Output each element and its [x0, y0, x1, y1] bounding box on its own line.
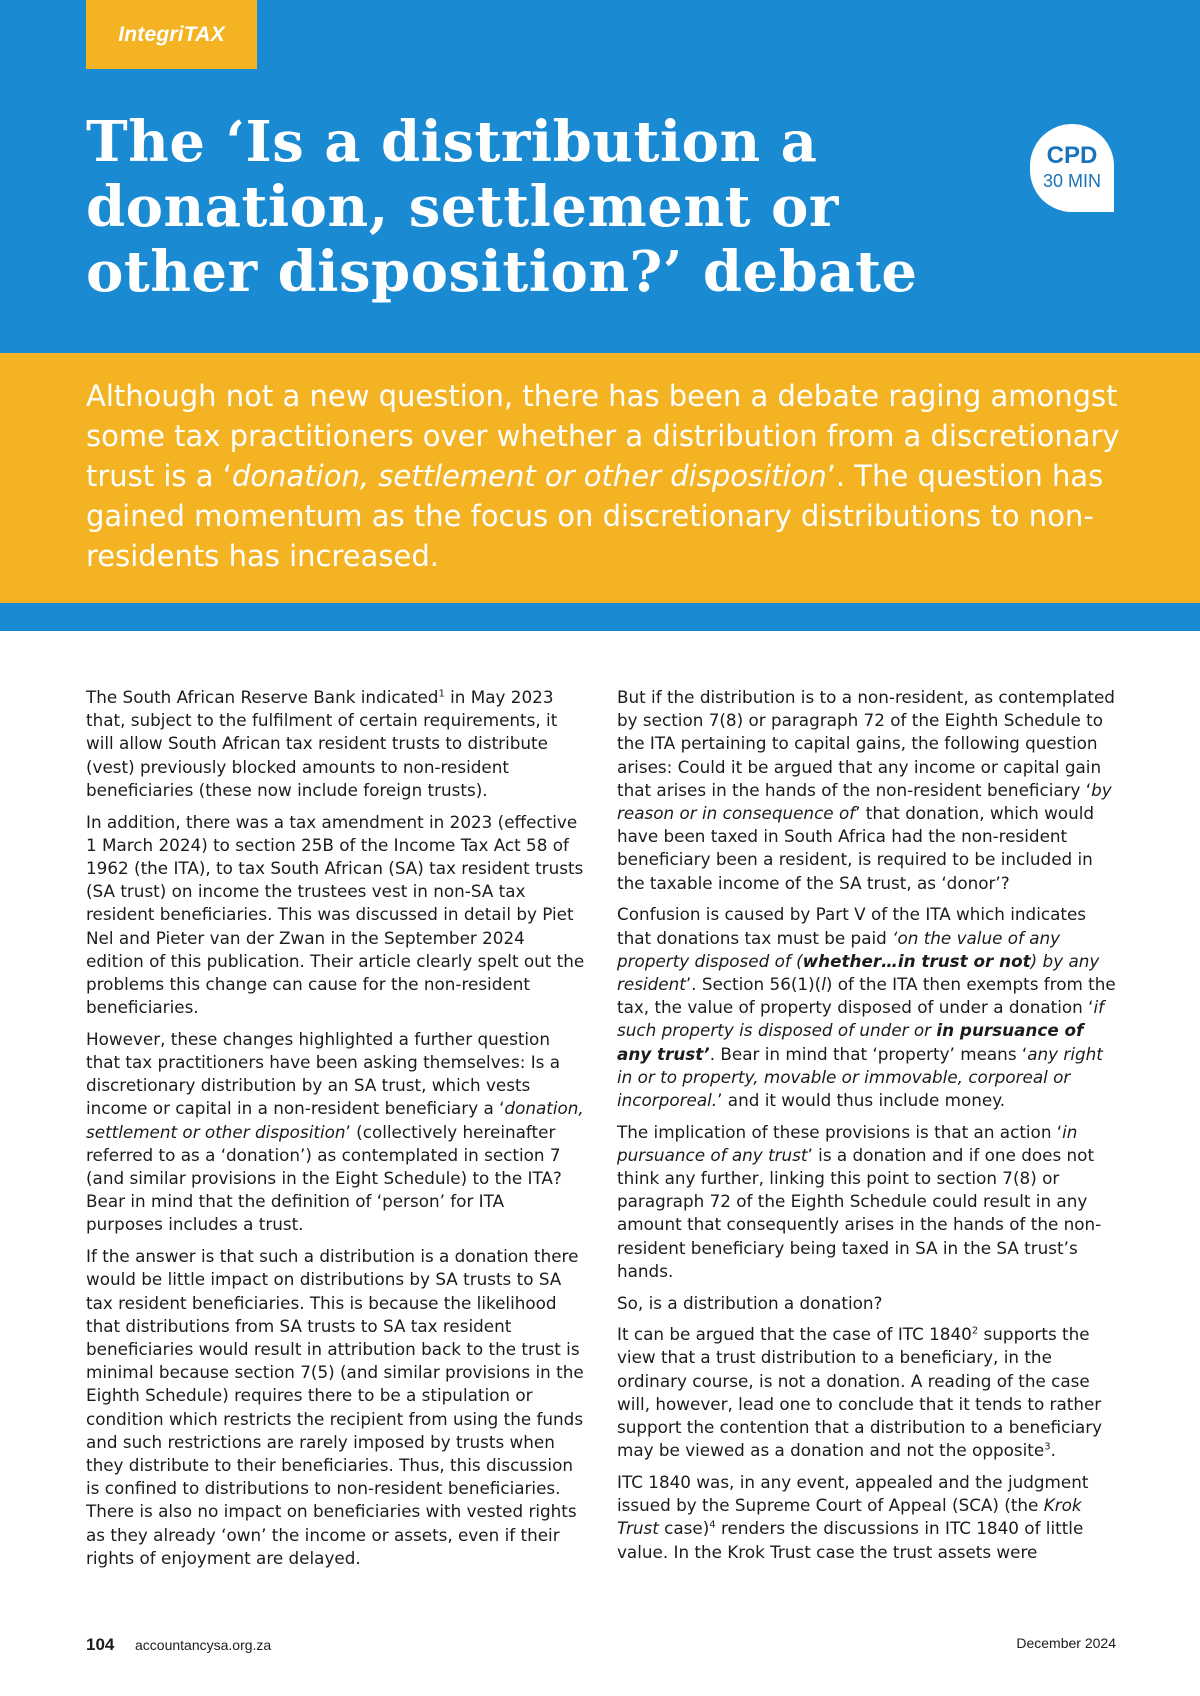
footnote-ref: 2 [971, 1325, 979, 1337]
article-title: The ‘Is a distribution a donation, settlement or other disposition?’ debate [86, 109, 918, 305]
issue-date: December 2024 [1016, 1635, 1116, 1651]
page-footer [86, 1636, 1116, 1658]
paragraph: If the answer is that such a distribution is a donation there would be little impact on distributions by SA trusts to SA tax resident beneficiaries. This is because the likelihood that distributions from SA trusts to SA tax resident beneficiaries would result in attribution back to the trust is minimal because section 7(5) (and similar provisions in the Eighth Schedule) requires there to be a stipulation or condition which restricts the recipient from using the funds and such restrictions are rarely imposed by trusts when they distribute to their beneficiaries. Thus, this discussion is confined to distributions to non-resident beneficiaries. There is also no impact on beneficiaries with vested rights as they already ‘own’ the income or assets, even if their rights of enjoyment are delayed. [86, 1246, 584, 1568]
cpd-duration: 30 MIN [1042, 171, 1102, 191]
brand-logo: IntegriTAX [118, 22, 225, 46]
right-column [617, 686, 1117, 1572]
header-banner [0, 0, 1200, 353]
footnote-ref: 1 [438, 688, 445, 700]
paragraph: It can be argued that the case of ITC 1840$^2$ supports the view that a trust distribution to a beneficiary, in the ordinary course, is not a donation. A reading of the case will, however, lead one to conclude that it tends to rather support the contention that a distribution to a beneficiary may be viewed as a donation and not the opposite$^3$. [617, 1324, 1103, 1461]
paragraph: Confusion is caused by Part V of the ITA which indicates that donations tax must be paid ‘on the value of any property disposed of (whether…in trust or not) by any resident’. Section 56(1)(l) of the ITA then exempts from the tax, the value of property disposed of under a donation ‘if such property is disposed of under or in pursuance of any trust’. Bear in mind that ‘property’ means ‘any right in or to property, movable or immovable, corporeal or incorporeal.’ and it would thus include money. [617, 904, 1116, 1110]
paragraph: The implication of these provisions is that an action ‘in pursuance of any trust’ is a donation and if one does not think any further, linking this point to section 7(8) or paragraph 72 of the Eighth Schedule could result in any amount that consequently arises in the hands of the non-resident beneficiary being taxed in SA in the SA trust’s hands. [617, 1121, 1102, 1281]
paragraph: However, these changes highlighted a further question that tax practitioners have been asking themselves: Is a discretionary distribution by an SA trust, which vests income or capital in a non-resident beneficiary a ‘donation, settlement or other disposition’ (collectively hereinafter referred to as a ‘donation’) as contemplated in section 7 (and similar provisions in the Eight Schedule) to the ITA? Bear in mind that the definition of ‘person’ for ITA purposes includes a trust. [86, 1028, 584, 1235]
site-url: accountancysa.org.za [135, 1637, 272, 1653]
standfirst: Although not a new question, there has been a debate raging amongst some tax practitioners over whether a distribution from a discretionary trust is a ‘donation, settlement or other disposition’. The question has gained momentum as the focus on discretionary distributions to non-residents has increased. [86, 379, 1120, 573]
brand-tab [86, 0, 257, 69]
cpd-label: CPD [1046, 142, 1098, 169]
paragraph: In addition, there was a tax amendment in 2023 (effective 1 March 2024) to section 25B of the Income Tax Act 58 of 1962 (the ITA), to tax South African (SA) tax resident trusts (SA trust) on income the trustees vest in non-SA tax resident beneficiaries. This was discussed in detail by Piet Nel and Pieter van der Zwan in the September 2024 edition of this publication. Their article clearly spelt out the problems this change can cause for the non-resident beneficiaries. [86, 811, 585, 1018]
paragraph: The South African Reserve Bank indicated$^1$ in May 2023 that, subject to the fulfilment of certain requirements, it will allow South African tax resident trusts to distribute (vest) previously blocked amounts to non-resident beneficiaries (these now include foreign trusts). [86, 687, 558, 800]
cpd-badge [1030, 124, 1114, 212]
left-column [86, 686, 586, 1579]
page-number: 104 [86, 1635, 115, 1654]
divider-strip [0, 603, 1200, 631]
paragraph: ITC 1840 was, in any event, appealed and the judgment issued by the Supreme Court of Appeal (SCA) (the Krok Trust case)$^4$ renders the discussions in ITC 1840 of little value. In the Krok Trust case the trust assets were [617, 1472, 1089, 1562]
footnote-ref: 4 [709, 1519, 716, 1531]
footnote-ref: 3 [1044, 1441, 1051, 1453]
paragraph: So, is a distribution a donation? [617, 1292, 883, 1313]
paragraph: But if the distribution is to a non-resident, as contemplated by section 7(8) or paragraph 72 of the Eighth Schedule to the ITA pertaining to capital gains, the following question arises: Could it be argued that any income or capital gain that arises in the hands of the non-resident beneficiary ‘by reason or in consequence of’ that donation, which would have been taxed in South Africa had the non-resident beneficiary been a resident, is required to be included in the taxable income of the SA trust, as ‘donor’? [617, 687, 1115, 893]
